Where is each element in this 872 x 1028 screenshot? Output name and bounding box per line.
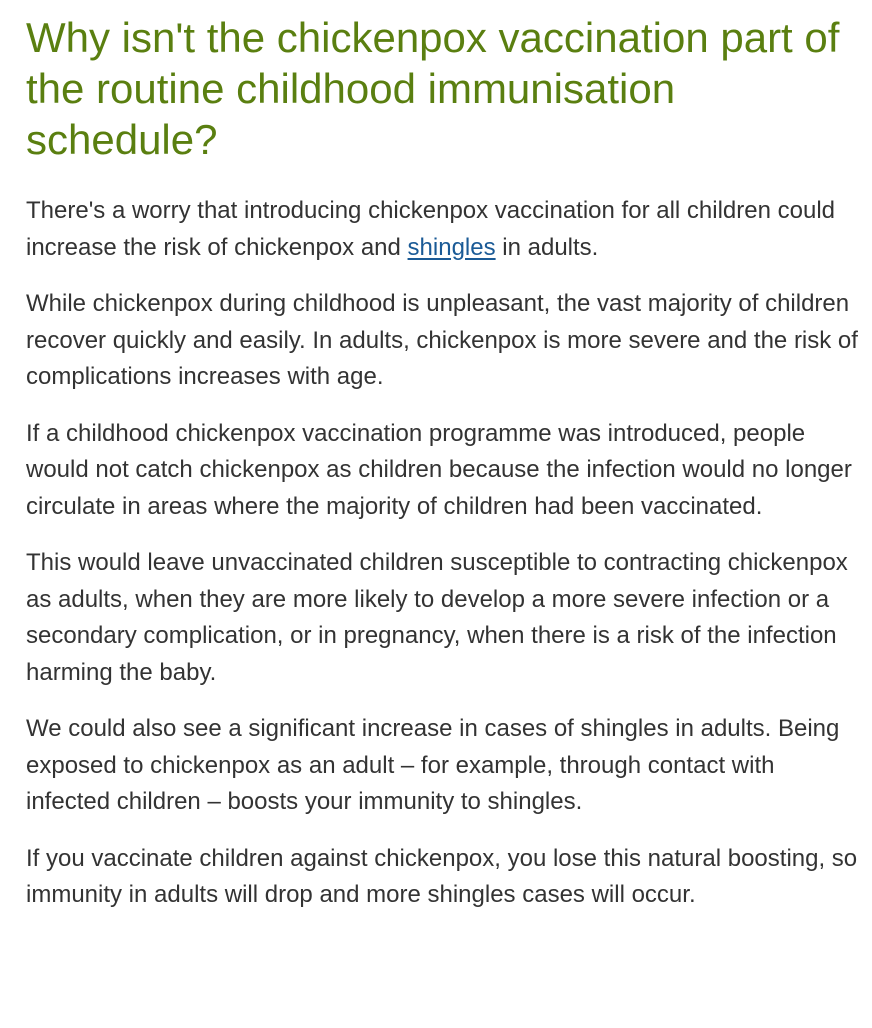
paragraph-1-text-after-link: in adults. xyxy=(495,233,599,261)
paragraph-4: This would leave unvaccinated children susceptible to contracting chickenpox as adults, when they are more likely to develop a more severe infection or a secondary complication, or in pregnancy, when there is a risk of the infection harming the baby. xyxy=(26,549,848,686)
page-title: Why isn't the chickenpox vaccination part of the routine childhood immunisation schedule? xyxy=(26,14,840,163)
paragraph-3: If a childhood chickenpox vaccination programme was introduced, people would not catch chickenpox as children because the infection would no longer circulate in areas where the majority of children had been vaccinated. xyxy=(26,419,852,520)
paragraph-6: If you vaccinate children against chickenpox, you lose this natural boosting, so immunity in adults will drop and more shingles cases will occur. xyxy=(26,844,858,908)
paragraph-1 xyxy=(26,193,858,266)
paragraph-2: While chickenpox during childhood is unpleasant, the vast majority of children recover quickly and easily. In adults, chickenpox is more severe and the risk of complications increases with age. xyxy=(26,290,858,390)
paragraph-5: We could also see a significant increase in cases of shingles in adults. Being exposed to chickenpox as an adult – for example, through contact with infected children – boosts your immunity to shingles. xyxy=(26,715,840,815)
paragraph-1-text-before-link: There's a worry that introducing chickenpox vaccination for all children could increase the risk of chickenpox and xyxy=(26,197,835,261)
article-body xyxy=(26,193,858,914)
shingles-link[interactable]: shingles xyxy=(407,233,496,261)
